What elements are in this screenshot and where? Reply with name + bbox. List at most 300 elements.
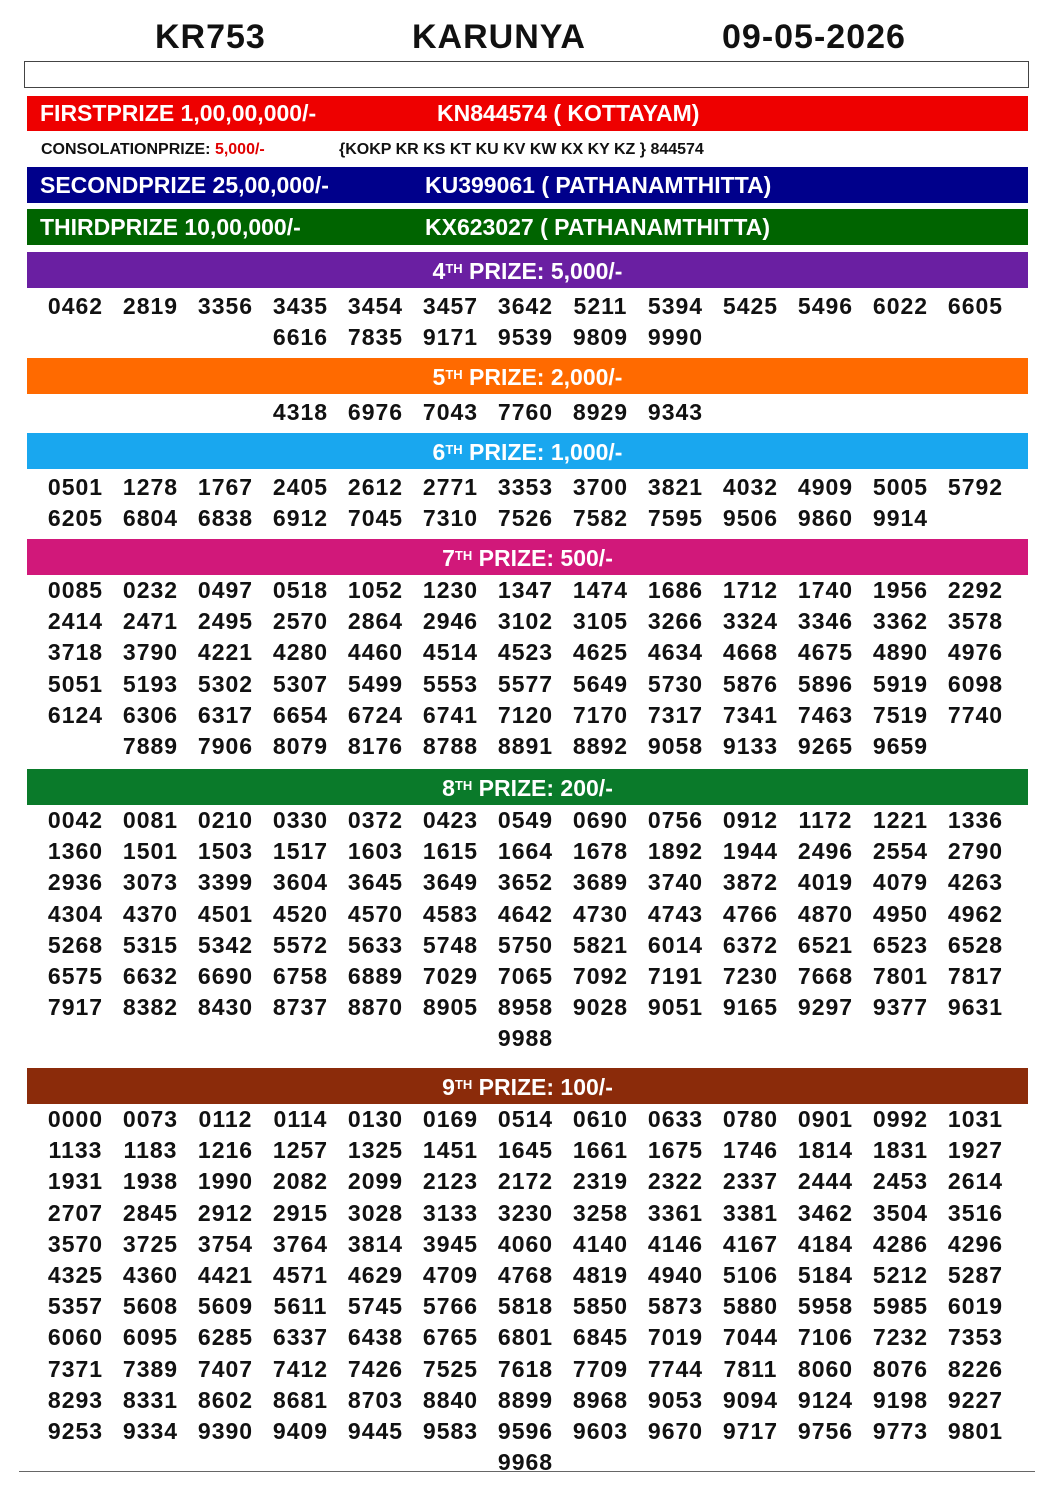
ticket-number: 4819 — [572, 1261, 629, 1288]
ticket-number: 0073 — [122, 1106, 179, 1132]
ticket-number: 6690 — [197, 962, 254, 989]
ticket-number: 3718 — [47, 639, 104, 666]
ticket-number: 6317 — [197, 701, 254, 728]
blank-box — [24, 61, 1029, 88]
ticket-number: 5287 — [947, 1261, 1004, 1288]
ticket-number: 4890 — [872, 639, 929, 666]
lottery-name: KARUNYA — [412, 18, 586, 56]
prize-ordinal: 5 — [432, 364, 446, 390]
prize-ordinal-suffix: TH — [454, 1077, 473, 1092]
ticket-number: 0169 — [422, 1106, 479, 1132]
ticket-number: 5357 — [47, 1293, 104, 1320]
ticket-number: 3570 — [47, 1230, 104, 1257]
ticket-number: 6060 — [47, 1324, 104, 1351]
first-prize-bar — [27, 96, 1028, 131]
ticket-number: 8382 — [122, 994, 179, 1021]
number-row — [38, 577, 1018, 608]
ticket-number: 5268 — [47, 931, 104, 958]
ticket-number: 4634 — [647, 639, 704, 666]
ticket-number: 3133 — [422, 1199, 479, 1226]
ticket-number: 3821 — [647, 474, 704, 500]
ticket-number: 5572 — [272, 931, 329, 958]
ticket-number: 3028 — [347, 1199, 404, 1226]
ticket-number: 1712 — [722, 577, 779, 603]
ticket-number: 8929 — [572, 399, 629, 425]
ticket-number: 6801 — [497, 1324, 554, 1351]
number-row — [38, 1106, 1018, 1137]
ticket-number: 7412 — [272, 1355, 329, 1382]
ticket-number: 7582 — [572, 505, 629, 532]
ticket-number: 4743 — [647, 900, 704, 927]
ticket-number: 4032 — [722, 474, 779, 500]
ticket-number: 5850 — [572, 1293, 629, 1320]
ticket-number: 7310 — [422, 505, 479, 532]
ticket-number: 8870 — [347, 994, 404, 1021]
ticket-number: 6889 — [347, 962, 404, 989]
ticket-number: 7801 — [872, 962, 929, 989]
ticket-number: 5818 — [497, 1293, 554, 1320]
ticket-number: 6205 — [47, 505, 104, 532]
ticket-number: 4514 — [422, 639, 479, 666]
prize-label: PRIZE: 500/- — [472, 545, 613, 571]
ticket-number: 1336 — [947, 807, 1004, 833]
ticket-number: 6528 — [947, 931, 1004, 958]
ticket-number: 1031 — [947, 1106, 1004, 1132]
prize-label: PRIZE: 200/- — [472, 775, 613, 801]
ticket-number: 4523 — [497, 639, 554, 666]
ticket-number: 6976 — [347, 399, 404, 425]
ticket-number: 5750 — [497, 931, 554, 958]
prize-ordinal: 9 — [442, 1074, 455, 1100]
third-prize-ticket: KX623027 ( PATHANAMTHITTA) — [425, 214, 771, 240]
ticket-number: 6804 — [122, 505, 179, 532]
ticket-number: 0130 — [347, 1106, 404, 1132]
ticket-number: 0232 — [122, 577, 179, 603]
ticket-number: 9198 — [872, 1386, 929, 1413]
ticket-number: 2471 — [122, 608, 179, 635]
prize-9-bar — [27, 1068, 1028, 1104]
ticket-number: 7092 — [572, 962, 629, 989]
number-row — [38, 1231, 1018, 1262]
number-row — [38, 1293, 1018, 1324]
ticket-number: 4296 — [947, 1230, 1004, 1257]
ticket-number: 2614 — [947, 1168, 1004, 1195]
prize-6-bar — [27, 433, 1028, 469]
ticket-number: 9990 — [647, 324, 704, 351]
ticket-number: 2082 — [272, 1168, 329, 1195]
ticket-number: 9053 — [647, 1386, 704, 1413]
ticket-number: 9058 — [647, 732, 704, 759]
ticket-number: 5307 — [272, 670, 329, 697]
prize-label: PRIZE: 5,000/- — [462, 258, 623, 284]
third-prize-bar — [27, 209, 1028, 245]
ticket-number: 1831 — [872, 1137, 929, 1164]
ticket-number: 0112 — [198, 1106, 253, 1132]
third-prize-label: THIRDPRIZE 10,00,000/- — [40, 214, 301, 240]
ticket-number: 7371 — [47, 1355, 104, 1382]
ticket-number: 5184 — [797, 1261, 854, 1288]
ticket-number: 9773 — [872, 1417, 929, 1444]
ticket-number: 7906 — [197, 732, 254, 759]
prize-label: PRIZE: 1,000/- — [462, 439, 623, 465]
ticket-number: 2771 — [422, 474, 479, 500]
ticket-number: 2319 — [572, 1168, 629, 1195]
ticket-number: 1216 — [197, 1137, 254, 1164]
ticket-number: 8737 — [272, 994, 329, 1021]
ticket-number: 5425 — [722, 293, 779, 319]
ticket-number: 8958 — [497, 994, 554, 1021]
ticket-number: 0085 — [47, 577, 104, 603]
ticket-number: 3356 — [197, 293, 254, 319]
ticket-number: 4625 — [572, 639, 629, 666]
ticket-number: 2099 — [347, 1168, 404, 1195]
ticket-number: 6605 — [947, 293, 1004, 319]
prize-ordinal-suffix: TH — [454, 778, 473, 793]
ticket-number: 4730 — [572, 900, 629, 927]
ticket-number: 1956 — [872, 577, 929, 603]
ticket-number: 6724 — [347, 701, 404, 728]
ticket-number: 3361 — [647, 1199, 704, 1226]
ticket-number: 5766 — [422, 1293, 479, 1320]
ticket-number: 6095 — [122, 1324, 179, 1351]
ticket-number: 3324 — [722, 608, 779, 635]
ticket-number: 9133 — [722, 732, 779, 759]
ticket-number: 1172 — [798, 807, 853, 833]
ticket-number: 0462 — [47, 293, 104, 319]
ticket-number: 4570 — [347, 900, 404, 927]
ticket-number: 9717 — [722, 1417, 779, 1444]
ticket-number: 4976 — [947, 639, 1004, 666]
ticket-number: 0912 — [722, 807, 779, 833]
first-prize-label: FIRSTPRIZE 1,00,00,000/- — [40, 100, 317, 126]
ticket-number: 9756 — [797, 1417, 854, 1444]
ticket-number: 5499 — [347, 670, 404, 697]
ticket-number: 5302 — [197, 670, 254, 697]
ticket-number: 4870 — [797, 900, 854, 927]
ticket-number: 4019 — [797, 869, 854, 896]
ticket-number: 6845 — [572, 1324, 629, 1351]
ticket-number: 6741 — [422, 701, 479, 728]
ticket-number: 6838 — [197, 505, 254, 532]
ticket-number: 7065 — [497, 962, 554, 989]
ticket-number: 5193 — [122, 670, 179, 697]
ticket-number: 0114 — [273, 1106, 328, 1132]
ticket-number: 8891 — [497, 732, 554, 759]
ticket-number: 3754 — [197, 1230, 254, 1257]
ticket-number: 9094 — [722, 1386, 779, 1413]
ticket-number: 6575 — [47, 962, 104, 989]
ticket-number: 0042 — [47, 807, 104, 833]
ticket-number: 8293 — [47, 1386, 104, 1413]
ticket-number: 2936 — [47, 869, 104, 896]
ticket-number: 7526 — [497, 505, 554, 532]
draw-date: 09-05-2026 — [722, 18, 906, 56]
ticket-number: 6372 — [722, 931, 779, 958]
ticket-number: 4501 — [197, 900, 254, 927]
ticket-number: 1746 — [722, 1137, 779, 1164]
ticket-number: 5821 — [572, 931, 629, 958]
ticket-number: 5748 — [422, 931, 479, 958]
ticket-number: 7519 — [872, 701, 929, 728]
ticket-number: 3604 — [272, 869, 329, 896]
ticket-number: 3435 — [272, 293, 329, 319]
ticket-number: 8602 — [197, 1386, 254, 1413]
ticket-number: 2707 — [47, 1199, 104, 1226]
ticket-number: 3504 — [872, 1199, 929, 1226]
ticket-number: 4140 — [572, 1230, 629, 1257]
prize-5-bar — [27, 358, 1028, 394]
ticket-number: 2570 — [272, 608, 329, 635]
ticket-number: 9968 — [497, 1449, 554, 1476]
ticket-number: 2915 — [272, 1199, 329, 1226]
ticket-number: 5496 — [797, 293, 854, 319]
ticket-number: 2845 — [122, 1199, 179, 1226]
prize-4-numbers — [38, 293, 1018, 355]
ticket-number: 4668 — [722, 639, 779, 666]
ticket-number: 2819 — [122, 293, 179, 319]
ticket-number: 5553 — [422, 670, 479, 697]
ticket-number: 7917 — [47, 994, 104, 1021]
ticket-number: 7120 — [497, 701, 554, 728]
number-row — [38, 608, 1018, 639]
ticket-number: 2172 — [497, 1168, 554, 1195]
ticket-number: 1686 — [647, 577, 704, 603]
ticket-number: 3362 — [872, 608, 929, 635]
ticket-number: 4950 — [872, 900, 929, 927]
ticket-number: 2453 — [872, 1168, 929, 1195]
ticket-number: 9265 — [797, 732, 854, 759]
ticket-number: 9051 — [647, 994, 704, 1021]
ticket-number: 5608 — [122, 1293, 179, 1320]
ticket-number: 7043 — [422, 399, 479, 425]
ticket-number: 7811 — [723, 1355, 778, 1382]
ticket-number: 3740 — [647, 869, 704, 896]
ticket-number: 7170 — [572, 701, 629, 728]
ticket-number: 8788 — [422, 732, 479, 759]
ticket-number: 5611 — [273, 1293, 328, 1320]
ticket-number: 1325 — [347, 1137, 404, 1164]
ticket-number: 0423 — [422, 807, 479, 833]
number-row — [38, 474, 1018, 505]
ticket-number: 0690 — [572, 807, 629, 833]
ticket-number: 3872 — [722, 869, 779, 896]
ticket-number: 6285 — [197, 1324, 254, 1351]
ticket-number: 0210 — [197, 807, 254, 833]
ticket-number: 6306 — [122, 701, 179, 728]
ticket-number: 2864 — [347, 608, 404, 635]
prize-7-bar — [27, 539, 1028, 575]
ticket-number: 6616 — [272, 324, 329, 351]
ticket-number: 9506 — [722, 505, 779, 532]
ticket-number: 9659 — [872, 732, 929, 759]
ticket-number: 2292 — [947, 577, 1004, 603]
ticket-number: 4520 — [272, 900, 329, 927]
prize-5-numbers — [38, 399, 1018, 430]
ticket-number: 3353 — [497, 474, 554, 500]
ticket-number: 1740 — [797, 577, 854, 603]
ticket-number: 1230 — [422, 577, 479, 603]
number-row — [38, 1387, 1018, 1418]
consolation-amount: 5,000/- — [214, 141, 265, 158]
ticket-number: 3516 — [947, 1199, 1004, 1226]
ticket-number: 0372 — [347, 807, 404, 833]
prize-label: PRIZE: 2,000/- — [462, 364, 623, 390]
ticket-number: 0780 — [722, 1106, 779, 1132]
ticket-number: 9670 — [647, 1417, 704, 1444]
ticket-number: 4909 — [797, 474, 854, 500]
ticket-number: 9297 — [797, 994, 854, 1021]
prize-ordinal: 7 — [442, 545, 455, 571]
ticket-number: 3725 — [122, 1230, 179, 1257]
ticket-number: 1257 — [272, 1137, 329, 1164]
ticket-number: 7889 — [122, 732, 179, 759]
ticket-number: 0081 — [122, 807, 179, 833]
ticket-number: 7029 — [422, 962, 479, 989]
ticket-number: 5342 — [197, 931, 254, 958]
ticket-number: 0756 — [647, 807, 704, 833]
ticket-number: 6022 — [872, 293, 929, 319]
ticket-number: 9914 — [872, 505, 929, 532]
ticket-number: 8892 — [572, 732, 629, 759]
second-prize-bar — [27, 167, 1028, 203]
prize-ordinal: 6 — [432, 439, 446, 465]
number-row — [38, 505, 1018, 536]
ticket-number: 8840 — [422, 1386, 479, 1413]
ticket-number: 0330 — [272, 807, 329, 833]
ticket-number: 3814 — [347, 1230, 404, 1257]
ticket-number: 4146 — [647, 1230, 704, 1257]
consolation-label: CONSOLATIONPRIZE: — [41, 141, 211, 158]
ticket-number: 4766 — [722, 900, 779, 927]
number-row — [38, 293, 1018, 324]
ticket-number: 3790 — [122, 639, 179, 666]
ticket-number: 0000 — [47, 1106, 104, 1132]
ticket-number: 8060 — [797, 1355, 854, 1382]
page-header — [0, 18, 1055, 62]
ticket-number: 7463 — [797, 701, 854, 728]
ticket-number: 1501 — [122, 838, 179, 865]
ticket-number: 4286 — [872, 1230, 929, 1257]
ticket-number: 1990 — [197, 1168, 254, 1195]
ticket-number: 6019 — [947, 1293, 1004, 1320]
ticket-number: 6912 — [272, 505, 329, 532]
ticket-number: 0992 — [872, 1106, 929, 1132]
ticket-number: 4263 — [947, 869, 1004, 896]
ticket-number: 4304 — [47, 900, 104, 927]
ticket-number: 4370 — [122, 900, 179, 927]
prize-8-numbers — [38, 807, 1018, 1057]
ticket-number: 8905 — [422, 994, 479, 1021]
prize-9-numbers — [38, 1106, 1018, 1480]
number-row — [38, 1025, 1018, 1056]
ticket-number: 4675 — [797, 639, 854, 666]
ticket-number: 4460 — [347, 639, 404, 666]
number-row — [38, 1137, 1018, 1168]
ticket-number: 5212 — [872, 1261, 929, 1288]
ticket-number: 7744 — [647, 1355, 704, 1382]
ticket-number: 3266 — [647, 608, 704, 635]
ticket-number: 6438 — [347, 1324, 404, 1351]
number-row — [38, 1356, 1018, 1387]
ticket-number: 1451 — [422, 1137, 479, 1164]
ticket-number: 9631 — [947, 994, 1004, 1021]
ticket-number: 9596 — [497, 1417, 554, 1444]
ticket-number: 1347 — [497, 577, 554, 603]
ticket-number: 4060 — [497, 1230, 554, 1257]
ticket-number: 4221 — [197, 639, 254, 666]
first-prize-ticket: KN844574 ( KOTTAYAM) — [437, 100, 700, 126]
ticket-number: 7044 — [722, 1324, 779, 1351]
ticket-number: 5876 — [722, 670, 779, 697]
ticket-number: 1675 — [647, 1137, 704, 1164]
ticket-number: 6654 — [272, 701, 329, 728]
prize-label: PRIZE: 100/- — [472, 1074, 613, 1100]
ticket-number: 1615 — [422, 838, 479, 865]
number-row — [38, 1449, 1018, 1480]
ticket-number: 9028 — [572, 994, 629, 1021]
ticket-number: 7760 — [497, 399, 554, 425]
ticket-number: 7045 — [347, 505, 404, 532]
ticket-number: 1814 — [797, 1137, 854, 1164]
ticket-number: 0497 — [197, 577, 254, 603]
ticket-number: 4962 — [947, 900, 1004, 927]
number-row — [38, 1168, 1018, 1199]
ticket-number: 3399 — [197, 869, 254, 896]
ticket-number: 6523 — [872, 931, 929, 958]
ticket-number: 9165 — [722, 994, 779, 1021]
ticket-number: 9539 — [497, 324, 554, 351]
ticket-number: 5315 — [122, 931, 179, 958]
ticket-number: 4629 — [347, 1261, 404, 1288]
number-row — [38, 324, 1018, 355]
prize-6-numbers — [38, 474, 1018, 536]
ticket-number: 3700 — [572, 474, 629, 500]
ticket-number: 4079 — [872, 869, 929, 896]
ticket-number: 1892 — [647, 838, 704, 865]
number-row — [38, 639, 1018, 670]
ticket-number: 9390 — [197, 1417, 254, 1444]
ticket-number: 9253 — [47, 1417, 104, 1444]
ticket-number: 7525 — [422, 1355, 479, 1382]
ticket-number: 6758 — [272, 962, 329, 989]
ticket-number: 1678 — [572, 838, 629, 865]
ticket-number: 9603 — [572, 1417, 629, 1444]
ticket-number: 0514 — [497, 1106, 554, 1132]
ticket-number: 3230 — [497, 1199, 554, 1226]
ticket-number: 2123 — [422, 1168, 479, 1195]
ticket-number: 2554 — [872, 838, 929, 865]
ticket-number: 7407 — [197, 1355, 254, 1382]
number-row — [38, 932, 1018, 963]
ticket-number: 1664 — [497, 838, 554, 865]
ticket-number: 5005 — [872, 474, 929, 500]
ticket-number: 2790 — [947, 838, 1004, 865]
ticket-number: 3102 — [497, 608, 554, 635]
ticket-number: 7317 — [647, 701, 704, 728]
prize-ordinal-suffix: TH — [445, 261, 463, 276]
ticket-number: 9227 — [947, 1386, 1004, 1413]
ticket-number: 3764 — [272, 1230, 329, 1257]
ticket-number: 3346 — [797, 608, 854, 635]
ticket-number: 2444 — [797, 1168, 854, 1195]
ticket-number: 8079 — [272, 732, 329, 759]
ticket-number: 9124 — [797, 1386, 854, 1413]
second-prize-ticket: KU399061 ( PATHANAMTHITTA) — [425, 172, 772, 198]
ticket-number: 7232 — [872, 1324, 929, 1351]
ticket-number: 9343 — [647, 399, 704, 425]
ticket-number: 2405 — [272, 474, 329, 500]
ticket-number: 7740 — [947, 701, 1004, 728]
